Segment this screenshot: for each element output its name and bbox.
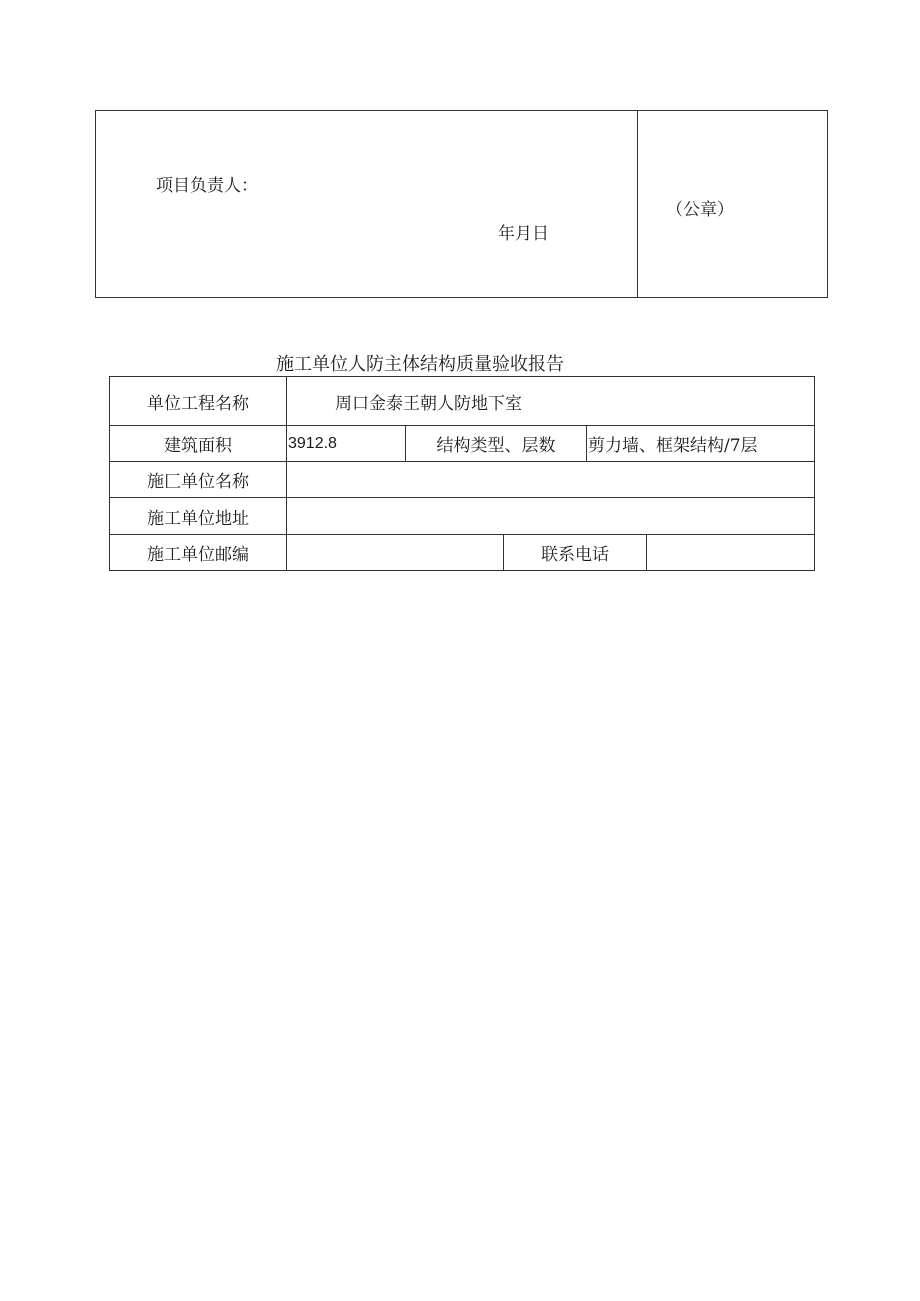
report-title: 施工单位人防主体结构质量验收报告 <box>276 354 564 375</box>
building-area-value: 3912.8 <box>287 426 406 462</box>
project-name-label: 单位工程名称 <box>110 377 287 426</box>
company-name-value <box>287 462 815 498</box>
structure-type-value: 剪力墙、框架结构/7层 <box>587 426 815 462</box>
table-row <box>110 498 815 535</box>
phone-label: 联系电话 <box>504 535 647 571</box>
phone-value <box>647 535 815 571</box>
building-area-label: 建筑面积 <box>110 426 287 462</box>
date-label: 年月日 <box>498 224 549 244</box>
company-address-value <box>287 498 815 535</box>
project-manager-label: 项目负责人： <box>156 176 258 196</box>
table-row <box>110 426 815 462</box>
postcode-label: 施工单位邮编 <box>110 535 287 571</box>
report-table <box>109 376 815 571</box>
company-address-label: 施工单位地址 <box>110 498 287 535</box>
table-row <box>110 462 815 498</box>
table-row <box>110 377 815 426</box>
signature-box <box>95 110 828 298</box>
official-seal-label: （公章） <box>666 200 734 220</box>
project-name-value: 周口金泰王朝人防地下室 <box>287 377 815 426</box>
structure-type-label: 结构类型、层数 <box>406 426 587 462</box>
postcode-value <box>287 535 504 571</box>
signature-divider <box>637 111 638 297</box>
table-row <box>110 535 815 571</box>
company-name-label: 施匚单位名称 <box>110 462 287 498</box>
